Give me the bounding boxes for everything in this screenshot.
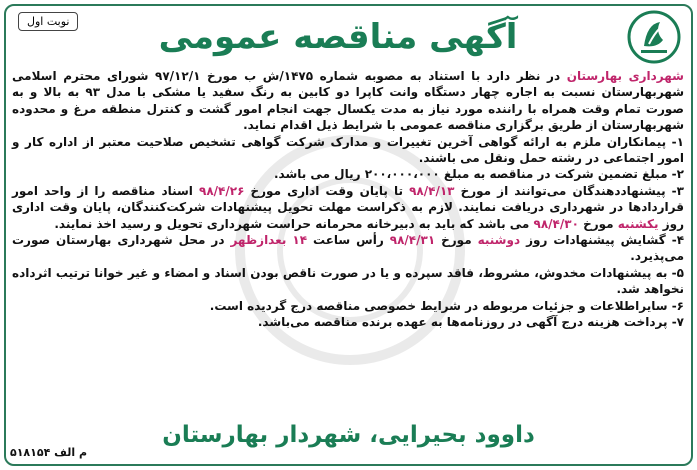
condition-item: ۵- به پیشنهادات مخدوش، مشروط، فاقد سپرده و یا در صورت ناقص بودن اسناد و امضاء و غیر خوانا ترتیب اثرداده نخواهد شد. xyxy=(12,265,684,297)
item4-text-b: مورخ xyxy=(435,233,478,248)
bahar-logo-icon xyxy=(627,10,681,64)
item4-opening-time: ۱۴ بعدازظهر xyxy=(230,233,308,248)
item3-date-end: ۹۸/۴/۲۶ xyxy=(199,183,245,198)
item3-text-f: می باشد که باید به دبیرخانه محرمانه حراست شهرداری تحویل و رسید اخذ نمایند. xyxy=(54,216,534,231)
item4-text-a: ۴- گشایش پیشنهادات روز xyxy=(520,233,685,248)
item3-text-a: ۳- پیشنهاددهندگان می‌توانند از مورخ xyxy=(454,183,684,198)
item3-date-start: ۹۸/۴/۱۳ xyxy=(409,183,455,198)
item3-deadline-day: یکشنبه xyxy=(617,216,659,231)
condition-item-3 xyxy=(12,183,684,232)
intro-text: در نظر دارد با استناد به مصوبه شماره ۱۴۷۵/ش ب مورخ ۹۷/۱۲/۱ شورای محترم اسلامی شهربهارستان نسبت به اجاره چهار دستگاه وانت کاپرا دو کابین به رنگ سفید یا مشکی با مدل ۹۳ به بالا و به صورت تمام وقت همراه با راننده مورد نیاز به مدت یکسال جهت انجام امور گشت و کنترل منطقه مرغ و محدوده شهربهارستان از طریق برگزاری مناقصه عمومی با شرایط ذیل اقدام نماید. xyxy=(12,69,685,133)
org-name: شهرداری بهارستان xyxy=(566,69,684,83)
item4-text-c: رأس ساعت xyxy=(307,233,390,248)
condition-item: ۶- سایراطلاعات و جزئیات مربوطه در شرایط خصوصی مناقصه درج گردیده است. xyxy=(209,298,684,313)
item4-opening-day: دوشنبه xyxy=(477,233,521,248)
condition-item: ۷- پرداخت هزینه درج آگهی در روزنامه‌ها به عهده برنده مناقصه می‌باشد. xyxy=(257,315,684,330)
ad-body xyxy=(12,68,684,331)
ad-title: آگهی مناقصه عمومی xyxy=(158,17,518,57)
condition-item: ۲- مبلغ تضمین شرکت در مناقصه به مبلغ ۲۰۰،۰۰۰،۰۰۰ ریال می باشد. xyxy=(273,167,684,182)
ad-header xyxy=(8,8,689,66)
edition-badge: نوبت اول xyxy=(18,12,78,31)
item4-opening-date: ۹۸/۴/۳۱ xyxy=(389,233,436,248)
item3-text-c: اسناد مناقصه را از واحد امور قراردادها در شهرداری دریافت نمایند. لازم به ذکراست مهلت تحویل پیشنهادات شرکت‌کنندگان، پایان وقت اداری روز xyxy=(12,183,684,231)
mayor-signature: داوود بحیرایی، شهردار بهارستان xyxy=(162,422,535,448)
condition-item: ۱- پیمانکاران ملزم به ارائه گواهی آخرین تغییرات و مدارک شرکت گواهی تشخیص صلاحیت معتبر از اداره کار و امور اجتماعی در رشته حمل ونقل می باشند. xyxy=(12,134,684,166)
item4-text-d: در محل شهرداری بهارستان صورت می‌پذیرد. xyxy=(12,233,684,264)
item3-text-e: مورخ xyxy=(578,216,618,231)
intro-paragraph xyxy=(12,68,684,134)
item3-deadline-date: ۹۸/۴/۳۰ xyxy=(533,216,579,231)
condition-item-4 xyxy=(12,232,684,265)
reference-number: م الف ۵۱۸۱۵۴ xyxy=(10,446,88,459)
item3-text-b: تا پایان وقت اداری مورخ xyxy=(244,183,410,198)
